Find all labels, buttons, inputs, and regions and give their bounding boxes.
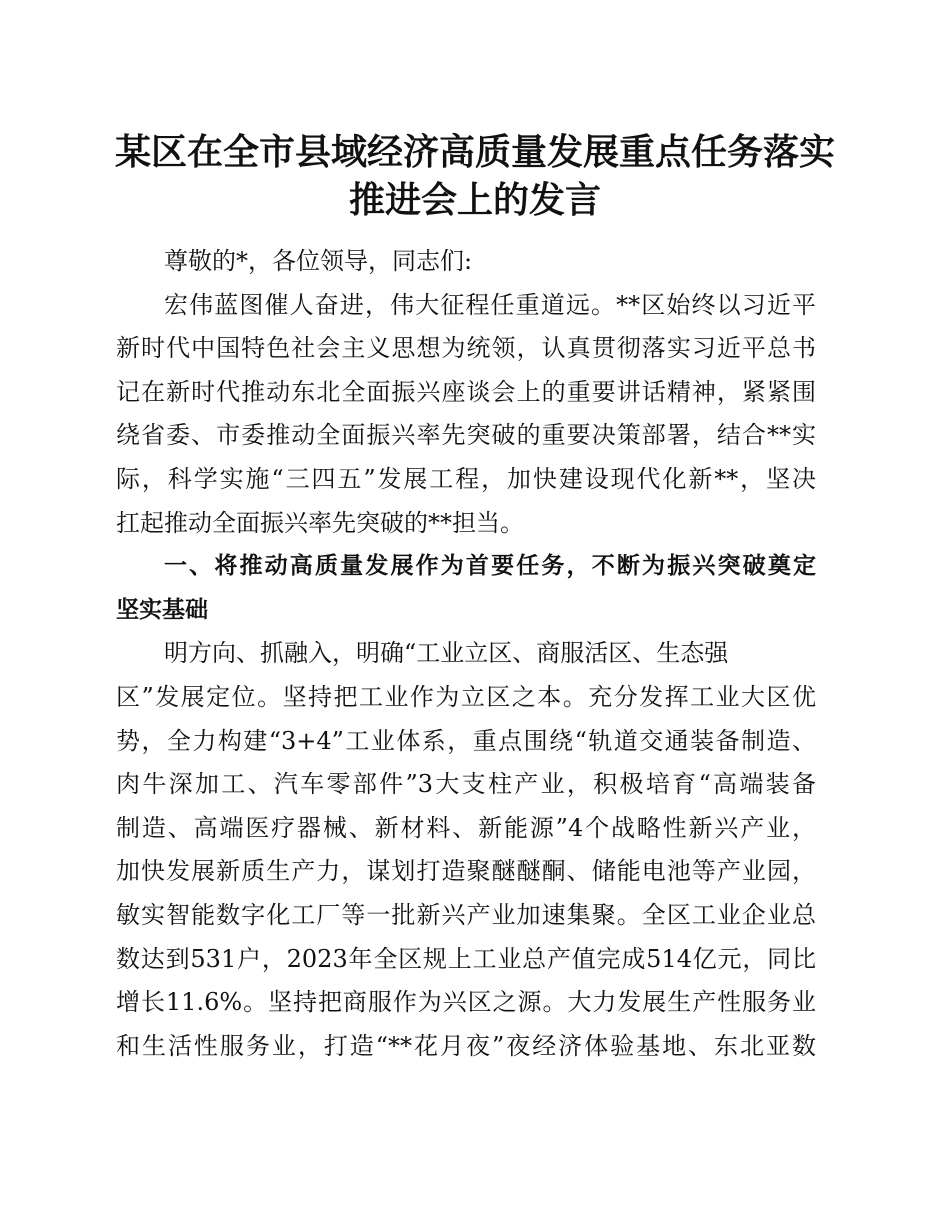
paragraph-line: 明方向、抓融入，明确“工业立区、商服活区、生态强 xyxy=(164,639,729,668)
intro-paragraph xyxy=(116,284,816,546)
paragraph-line: 势，全力构建“3+4”工业体系，重点围绕“轨道交通装备制造、 xyxy=(116,726,816,755)
title-line-2: 推进会上的发言 xyxy=(348,179,601,221)
paragraph-line: 记在新时代推动东北全面振兴座谈会上的重要讲话精神，紧紧围 xyxy=(116,377,816,406)
paragraph-line: 新时代中国特色社会主义思想为统领，认真贯彻落实习近平总书 xyxy=(116,334,816,363)
section-1-paragraph xyxy=(116,632,816,1068)
section-heading-1 xyxy=(116,545,816,632)
paragraph-line: 敏实智能数字化工厂等一批新兴产业加速集聚。全区工业企业总 xyxy=(116,900,816,929)
paragraph-line: 宏伟蓝图催人奋进，伟大征程任重道远。**区始终以习近平 xyxy=(164,290,816,319)
paragraph-line: 际，科学实施“三四五”发展工程，加快建设现代化新**，坚决 xyxy=(116,464,816,493)
heading-line: 坚实基础 xyxy=(116,596,208,623)
paragraph-line: 数达到531户，2023年全区规上工业总产值完成514亿元，同比 xyxy=(116,944,816,973)
document-body xyxy=(116,240,816,1068)
salutation: 尊敬的*，各位领导，同志们: xyxy=(164,247,473,275)
paragraph-line: 绕省委、市委推动全面振兴率先突破的重要决策部署，结合**实 xyxy=(116,421,816,450)
paragraph-line: 增长11.6%。坚持把商服作为兴区之源。大力发展生产性服务业 xyxy=(116,988,816,1017)
paragraph-line: 区”发展定位。坚持把工业作为立区之本。充分发挥工业大区优 xyxy=(116,682,816,711)
paragraph-line: 扛起推动全面振兴率先突破的**担当。 xyxy=(116,508,524,537)
heading-line: 一、将推动高质量发展作为首要任务，不断为振兴突破奠定 xyxy=(164,553,816,580)
title-line-1: 某区在全市县域经济高质量发展重点任务落实 xyxy=(114,131,835,173)
paragraph-line: 制造、高端医疗器械、新材料、新能源”4个战略性新兴产业， xyxy=(116,813,816,842)
document-title xyxy=(100,128,850,224)
paragraph-line: 加快发展新质生产力，谋划打造聚醚醚酮、储能电池等产业园， xyxy=(116,857,816,886)
paragraph-line: 和生活性服务业，打造“**花月夜”夜经济体验基地、东北亚数 xyxy=(116,1031,816,1060)
paragraph-line: 肉牛深加工、汽车零部件”3大支柱产业，积极培育“高端装备 xyxy=(116,770,816,799)
